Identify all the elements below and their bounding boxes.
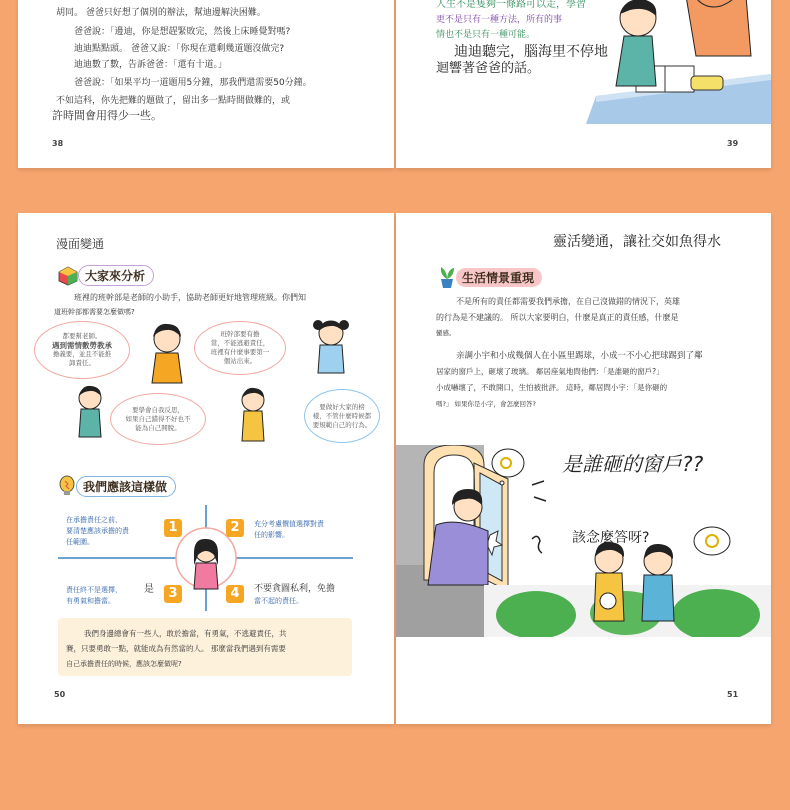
potted-plant-icon bbox=[438, 265, 456, 289]
page-51 bbox=[396, 213, 771, 724]
section-title-label: 生活情景重現 bbox=[456, 268, 542, 287]
text-line: 人生不是隻夠一條路可以走，學習 bbox=[436, 0, 586, 10]
text-line: 迴響著爸爸的話。 bbox=[436, 61, 541, 76]
page-50 bbox=[18, 213, 394, 724]
opinion-bubble: 班幹部要有擔 當，不能逃避責任， 班裡有什麼事要第一 個站出來。 bbox=[194, 321, 286, 375]
intro-line: 班裡的班幹部是老師的小助手，協助老師更好地管理班級。你們知 bbox=[74, 293, 306, 302]
summary-line: 賽，只要勇敢一點，就能成為有然當的人。 那麼當我們遇到有需要 bbox=[66, 644, 286, 653]
boy-illustration bbox=[70, 383, 110, 441]
text-line: 爸爸說：「如果平均一道題用5分鐘，那我們還需要50分鐘。 bbox=[74, 78, 312, 88]
page-header: 靈活變通，讓社交如魚得水 bbox=[553, 234, 721, 250]
page-number: 39 bbox=[727, 139, 739, 148]
text-line: 爸爸說：「邊迪，你是想趕緊敗完，然後上床睡覺對嗎? bbox=[74, 27, 291, 37]
paragraph-line: 不是所有的責任都需要我們承擔，在自己沒做錯的情況下，英雄 bbox=[456, 297, 680, 306]
step-text: 充分考慮價值選擇對責 任的影響。 bbox=[254, 520, 324, 539]
section-title-analysis bbox=[58, 265, 154, 286]
speech-text: 該念麼答呀? bbox=[572, 530, 650, 546]
page-39 bbox=[396, 0, 771, 168]
opinion-bubble: 都要幫老師。 遇到需情數勞教承 擔義要，並且不能推 卸責任。 bbox=[34, 321, 130, 379]
step-text: 責任終不是選擇， 有勇氣和擔當。 bbox=[66, 586, 122, 605]
step-number-badge: 1 bbox=[164, 519, 182, 537]
girl-illustration bbox=[184, 535, 228, 591]
summary-line: 自己承擔責任的時候，應該怎麼做呢? bbox=[66, 660, 182, 668]
step-number-badge: 4 bbox=[226, 585, 244, 603]
father-son-illustration bbox=[576, 0, 771, 126]
boy-illustration bbox=[232, 385, 274, 445]
step-prefix: 是 bbox=[144, 584, 154, 595]
text-line: 迪迪聽完，腦海里不停地 bbox=[454, 44, 608, 60]
paragraph-line: 蠻感。 bbox=[436, 329, 456, 337]
step-text: 不要貪圖私利，免擔 當不起的責任。 bbox=[254, 584, 336, 605]
text-line: 胡同。 爸爸只好想了個別的辦法，幫迪邊解決困難。 bbox=[56, 8, 266, 18]
page-header: 漫面變通 bbox=[56, 237, 105, 251]
page-number: 51 bbox=[727, 690, 739, 699]
paragraph-line: 亲調小宇和小成幾個人在小區里踢球，小成一不小心把球踢到了鄰 bbox=[456, 351, 703, 361]
section-title-label: 我們應該這樣做 bbox=[76, 476, 176, 497]
paragraph-line: 的行為是不建議的。 所以大家要明白，什麼是真正的責任感，什麼是 bbox=[436, 313, 679, 322]
section-title-scene bbox=[438, 265, 542, 289]
girl-illustration bbox=[308, 317, 354, 377]
text-line: 更不是只有一種方法，所有的事 bbox=[436, 15, 563, 25]
opinion-bubble: 要做好大家的榜 樣，不管什麼時候都 要規範自己的行為。 bbox=[304, 389, 380, 443]
text-line: 迪迪點點頭。 爸爸又說：「你現在還剩幾道題沒做完? bbox=[74, 44, 285, 54]
opinion-bubble: 要學會自我反思， 如果自己錯得不好也不 能為自己開脫。 bbox=[110, 393, 206, 445]
speech-text: 是誰砸的窗戶?? bbox=[562, 452, 704, 476]
page-number: 38 bbox=[52, 139, 64, 148]
lightbulb-icon bbox=[58, 475, 76, 497]
text-line: 許時間會用得少一些。 bbox=[52, 109, 162, 122]
paragraph-line: 居家的窗戶上，砸壞了玻璃。 鄰居座氣地問他們：「是誰砸的窗戶?」 bbox=[436, 367, 664, 376]
paragraph-line: 小成嚇壞了，不敢開口，生怕被批評。 這時，鄰居問小宇：「是你砸的 bbox=[436, 383, 668, 392]
page-number: 50 bbox=[54, 690, 66, 699]
text-line: 迪迪數了數，告訴爸爸：「還有十道。」 bbox=[74, 60, 228, 70]
section-title-label: 大家來分析 bbox=[78, 265, 154, 286]
step-number-badge: 3 bbox=[164, 585, 182, 603]
section-title-action bbox=[58, 475, 176, 497]
text-line: 不如這科，你先把難的題做了，留出多一點時間做難的，或 bbox=[56, 96, 291, 106]
text-line: 情也不是只有一種可能。 bbox=[436, 30, 536, 40]
girl-illustration bbox=[144, 321, 190, 391]
paragraph-line: 嗎?」 如果你是小宇，會怎麼回答? bbox=[436, 400, 536, 408]
cube-icon bbox=[58, 266, 78, 286]
summary-line: 我們身邊總會有一些人，敢於擔當，有勇氣，不逃避責任，共 bbox=[84, 629, 287, 638]
step-text: 在承擔責任之前， 要清楚應該承擔的責 任範圍。 bbox=[66, 516, 129, 546]
step-number-badge: 2 bbox=[226, 519, 244, 537]
page-38 bbox=[18, 0, 394, 168]
intro-line: 道班幹部都需要怎麼做嗎? bbox=[54, 308, 135, 316]
